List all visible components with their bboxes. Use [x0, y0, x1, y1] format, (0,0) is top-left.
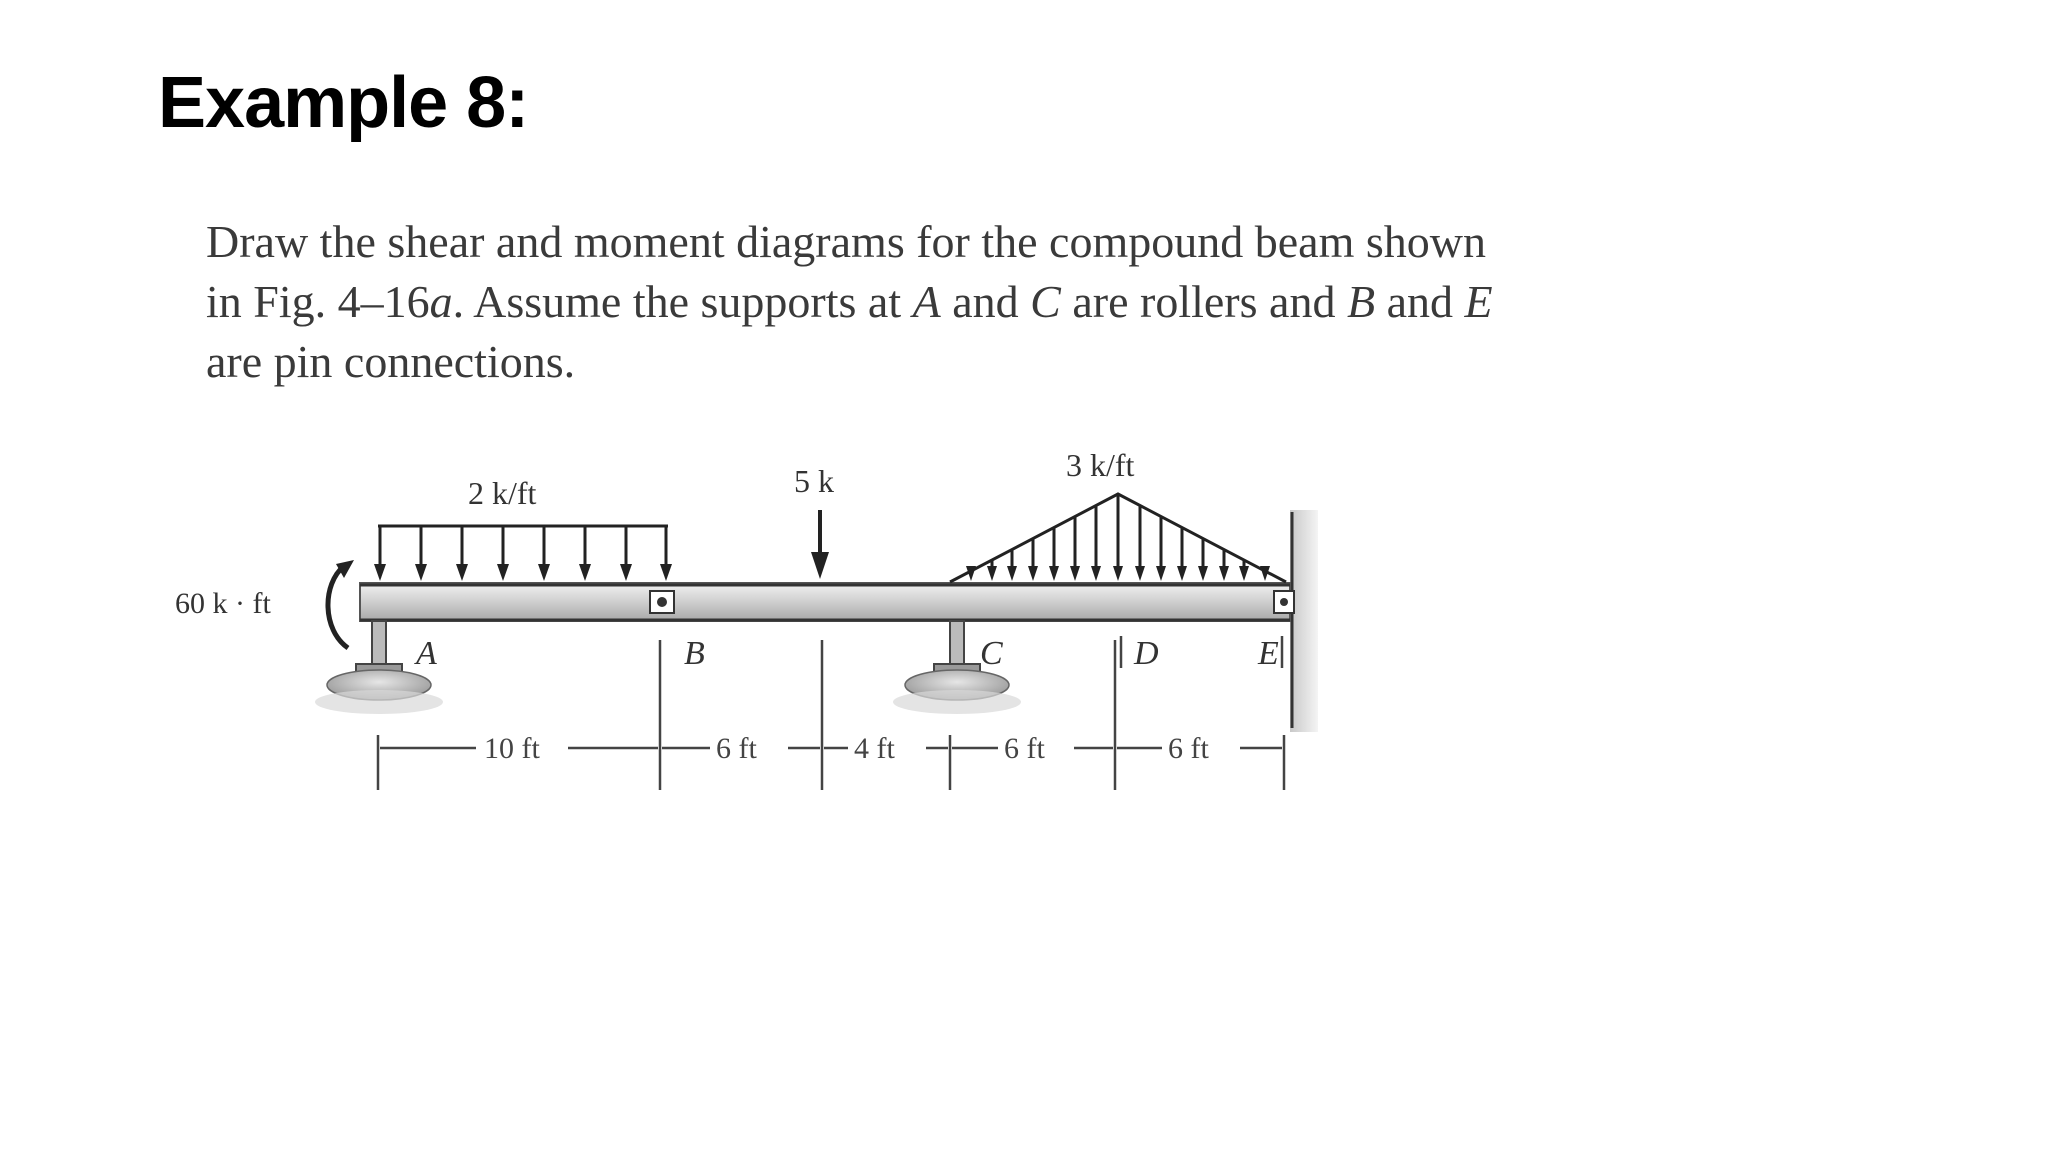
pin-connection-b	[650, 591, 674, 613]
pin-connection-e	[1274, 591, 1294, 613]
problem-text: and	[1375, 276, 1465, 327]
tri-load-label: 3 k/ft	[1066, 447, 1135, 483]
point-label-b: B	[684, 635, 705, 672]
dim-label: 10 ft	[484, 732, 540, 765]
point-label-c: C	[980, 635, 1003, 672]
problem-point-a: A	[912, 276, 941, 327]
problem-line-3: are pin connections.	[206, 336, 576, 387]
dim-label: 4 ft	[854, 732, 895, 765]
problem-line-1: Draw the shear and moment diagrams for the compound beam shown	[206, 216, 1486, 267]
udl-load	[374, 526, 672, 581]
point-load-label: 5 k	[794, 463, 834, 499]
point-load-arrow	[811, 510, 829, 579]
triangular-load	[950, 494, 1286, 582]
wall	[1290, 510, 1318, 732]
point-label-d: D	[1134, 635, 1159, 672]
udl-label: 2 k/ft	[468, 475, 537, 511]
problem-fig-letter: a	[429, 276, 453, 327]
problem-point-c: C	[1030, 276, 1061, 327]
problem-text: . Assume the supports at	[452, 276, 913, 327]
moment-label: 60 k · ft	[175, 587, 271, 620]
point-label-a: A	[416, 635, 437, 672]
beam	[360, 583, 1290, 621]
problem-point-b: B	[1346, 276, 1376, 327]
dim-label: 6 ft	[716, 732, 757, 765]
problem-text: in Fig. 4–16	[206, 276, 430, 327]
problem-point-e: E	[1464, 276, 1493, 327]
dim-label: 6 ft	[1004, 732, 1045, 765]
dim-label: 6 ft	[1168, 732, 1209, 765]
problem-text: and	[940, 276, 1031, 327]
problem-text: are rollers and	[1060, 276, 1347, 327]
couple-moment-arrow	[328, 560, 354, 648]
slide-title: Example 8:	[158, 63, 529, 143]
point-label-e: E	[1258, 635, 1279, 672]
